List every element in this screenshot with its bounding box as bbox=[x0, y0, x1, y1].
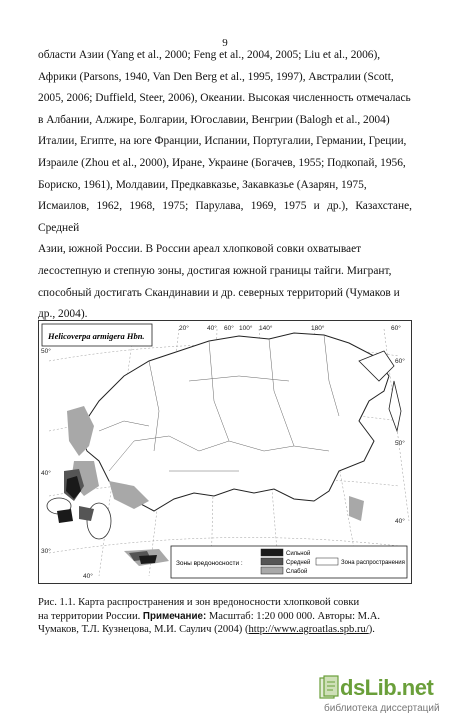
figure-caption bbox=[38, 596, 418, 637]
caption-note-label: Примечание: bbox=[142, 610, 207, 622]
bottom-longitude-labels bbox=[83, 572, 183, 580]
longitude-label: 180° bbox=[311, 325, 325, 332]
caption-line-3-suffix: ). bbox=[368, 624, 375, 635]
legend-strong-label: Сильной bbox=[286, 551, 311, 557]
legend-swatch-strong bbox=[261, 549, 283, 556]
longitude-label: 60° bbox=[224, 325, 234, 332]
latitude-label: 60° bbox=[395, 358, 405, 365]
text-line: 2005, 2006; Duffield, Steer, 2006), Океании. Высокая численность отмечалась bbox=[38, 92, 411, 105]
text-line: лесостепную и степную зоны, достигая южной границы тайги. Мигрант, bbox=[38, 264, 392, 277]
latitude-label: 50° bbox=[41, 348, 51, 355]
distribution-map-figure bbox=[38, 320, 412, 584]
legend-swatch-range bbox=[316, 558, 338, 565]
top-longitude-labels bbox=[179, 324, 401, 332]
text-line: Бориско, 1961), Молдавии, Предкавказье, Закавказье (Азарян, 1975, bbox=[38, 178, 367, 191]
map-legend bbox=[171, 546, 407, 578]
legend-medium-label: Средней bbox=[286, 560, 311, 566]
distribution-map bbox=[39, 321, 411, 583]
text-line: Азии, южной России. В России ареал хлопковой совки охватывает bbox=[38, 243, 362, 256]
watermark-tagline: библиотека диссертаций bbox=[324, 703, 440, 714]
caption-line-3 bbox=[38, 623, 418, 637]
text-line: Италии, Египте, на юге Франции, Испании, Португалии, Германии, Греции, bbox=[38, 135, 407, 148]
left-latitude-labels bbox=[41, 347, 51, 555]
kamchatka-outline bbox=[389, 381, 401, 431]
right-latitude-labels bbox=[395, 357, 405, 525]
map-title: Helicoverpa armigera Hbn. bbox=[48, 331, 145, 341]
latitude-label: 50° bbox=[395, 440, 405, 447]
page-number: 9 bbox=[222, 37, 228, 49]
text-line: в Албании, Алжире, Болгарии, Югославии, Венгрии (Balogh et al., 2004) bbox=[38, 113, 390, 126]
text-line: области Азии (Yang et al., 2000; Feng et al., 2004, 2005; Liu et al., 2006), bbox=[38, 49, 381, 61]
text-line: др., 2004). bbox=[38, 308, 88, 321]
longitude-label: 60° bbox=[391, 325, 401, 332]
caption-line-2 bbox=[38, 610, 418, 624]
body-text bbox=[38, 45, 412, 326]
dslib-watermark bbox=[318, 672, 448, 722]
longitude-label: 40° bbox=[207, 325, 217, 332]
legend-group-label: Зоны вредоносности : bbox=[176, 560, 243, 567]
latitude-label: 40° bbox=[41, 470, 51, 477]
longitude-label: 100° bbox=[239, 325, 253, 332]
caption-line-2-prefix: на территории России. bbox=[38, 610, 143, 622]
latitude-label: 40° bbox=[395, 518, 405, 525]
text-line: способный достигать Скандинавии и др. северных территорий (Чумаков и bbox=[38, 286, 400, 299]
longitude-label: 140° bbox=[259, 325, 273, 332]
text-line: Африки (Parsons, 1940, Van Den Berg et al., 1995, 1997), Австралии (Scott, bbox=[38, 70, 394, 83]
caption-line-2-rest: Масштаб: 1:20 000 000. Авторы: М.А. bbox=[206, 610, 381, 622]
watermark-brand: dsLib.net bbox=[340, 675, 434, 700]
longitude-label: 40° bbox=[83, 573, 93, 580]
caption-line-1: Рис. 1.1. Карта распространения и зон вредоносности хлопковой совки bbox=[38, 597, 360, 608]
text-line: Израиле (Zhou et al., 2000), Иране, Украине (Богачев, 1955; Подкопай, 1956, bbox=[38, 156, 406, 169]
caption-line-3-prefix: Чумаков, Т.Л. Кузнецова, М.И. Саулич (2004) ( bbox=[38, 624, 249, 635]
legend-swatch-medium bbox=[261, 558, 283, 565]
latitude-label: 30° bbox=[41, 548, 51, 555]
legend-swatch-weak bbox=[261, 567, 283, 574]
legend-weak-label: Слабой bbox=[286, 569, 308, 575]
text-line: Исмаилов, 1962, 1968, 1975; Парулава, 1969, 1975 и др.), Казахстане, Средней bbox=[38, 200, 412, 234]
longitude-label: 20° bbox=[179, 325, 189, 332]
dslib-logo-icon bbox=[318, 674, 342, 702]
legend-range-label: Зона распространения bbox=[341, 560, 405, 566]
agroatlas-link[interactable]: http://www.agroatlas.spb.ru/ bbox=[248, 624, 369, 635]
